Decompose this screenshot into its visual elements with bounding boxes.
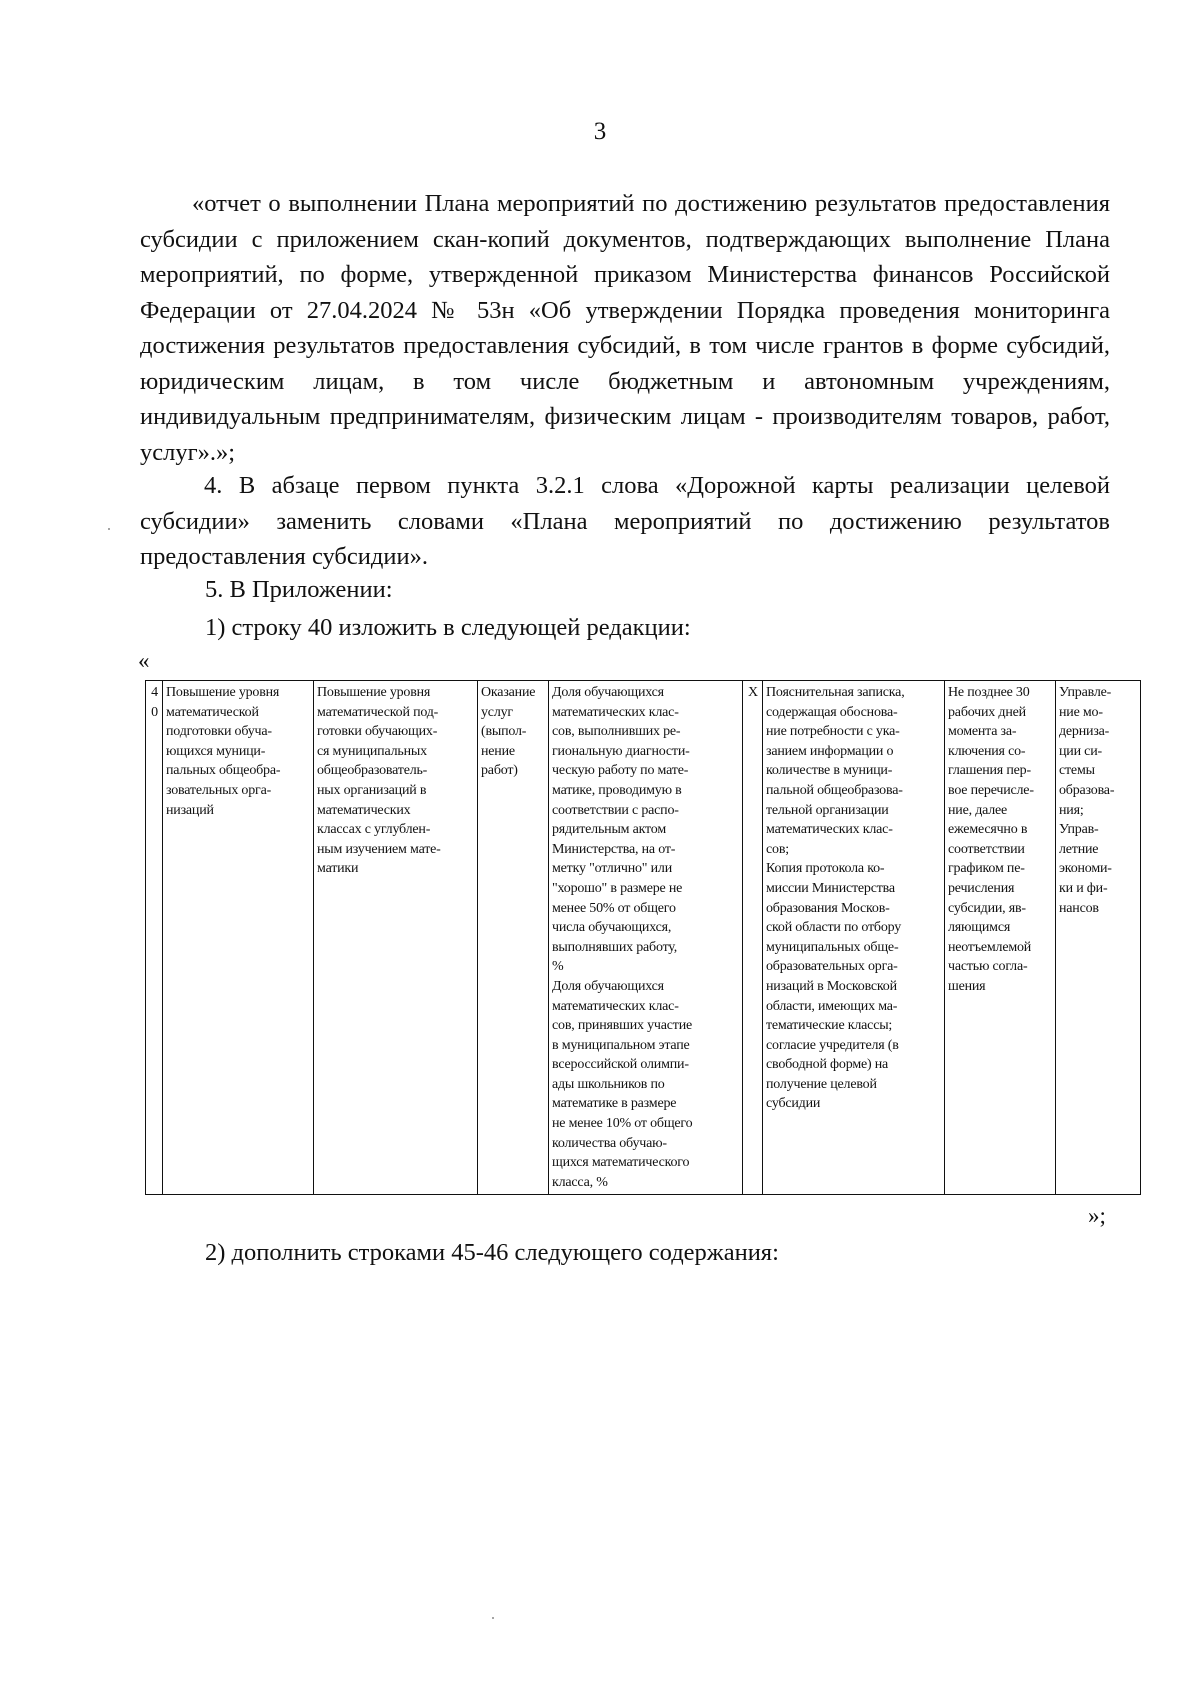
cell-documents: Пояснительная записка, содержащая обоснова- ние потребности с ука- занием информации о количестве в муници- пальной общеобразова- тельной организации математических клас- сов; Копия протокола ко- миссии Министерства образования Москов- ской области по отбору муниципальных обще- образовательных орга- низаций в Московской области, имеющих ма- тематические классы; согласие учредителя (в свободной форме) на получение целевой субсидии (763, 681, 945, 1195)
appendix-table (145, 680, 1141, 1195)
cell-task: Повышение уровня математической подготовки обуча- ющихся муници- пальных общеобра- зовательных орга- низаций (163, 681, 314, 1195)
scan-speck (108, 528, 110, 530)
paragraph-report-form: «отчет о выполнении Плана мероприятий по достижению результатов предоставления субсидии с приложением скан-копий документов, подтверждающих выполнение Плана мероприятий, по форме, утвержденной приказом Министерства финансов Российской Федерации от 27.04.2024 № 53н «Об утверждении Порядка проведения мониторинга достижения результатов предоставления субсидий, в том числе грантов в форме субсидий, юридическим лицам, в том числе бюджетным и автономным учреждениям, индивидуальным предпринимателям, физическим лицам - производителям товаров, работ, услуг».»; (140, 190, 1110, 466)
cell-responsible: Управле- ние мо- дерниза- ции си- стемы образова- ния; Управ- летние экономи- ки и фи- нансов (1056, 681, 1141, 1195)
paragraph-subitem-1: 1) строку 40 изложить в следующей редакции: (205, 614, 691, 641)
opening-quote: « (138, 648, 150, 673)
paragraph-item-4: 4. В абзаце первом пункта 3.2.1 слова «Дорожной карты реализации целевой субсидии» заменить словами «Плана мероприятий по достижению результатов предоставления субсидии». (140, 472, 1110, 570)
scan-speck (492, 1617, 494, 1619)
cell-x-mark: Х (743, 681, 763, 1195)
cell-indicator: Доля обучающихся математических клас- сов, выполнивших ре- гиональную диагности- ческую работу по мате- матике, проводимую в соответствии с распо- рядительным актом Министерства, на от- метку "отлично" или "хорошо" в размере не менее 50% от общего числа обучающихся, выполнявших работу, % Доля обучающихся математических клас- сов, принявших участие в муниципальном этапе всероссийской олимпи- ады школьников по математике в размере не менее 10% от общего количества обучаю- щихся математического класса, % (549, 681, 743, 1195)
paragraph-subitem-2: 2) дополнить строками 45-46 следующего содержания: (205, 1239, 779, 1266)
cell-deadline: Не позднее 30 рабочих дней момента за- ключения со- глашения пер- вое перечисле- ние, далее ежемесячно в соответствии графиком пе- речисления субсидии, яв- ляющимся неотъемлемой частью согла- шения (945, 681, 1056, 1195)
closing-quote: »; (1088, 1203, 1106, 1228)
table-row-40 (146, 681, 1141, 1195)
cell-row-number: 40 (146, 681, 163, 1195)
page-number: 3 (593, 118, 607, 145)
cell-result-type: Оказание услуг (выпол- нение работ) (478, 681, 549, 1195)
cell-event: Повышение уровня математической под- готовки обучающих- ся муниципальных общеобразователь- ных организаций в математических классах с углублен- ным изучением мате- матики (314, 681, 478, 1195)
paragraph-item-5: 5. В Приложении: (205, 576, 393, 603)
